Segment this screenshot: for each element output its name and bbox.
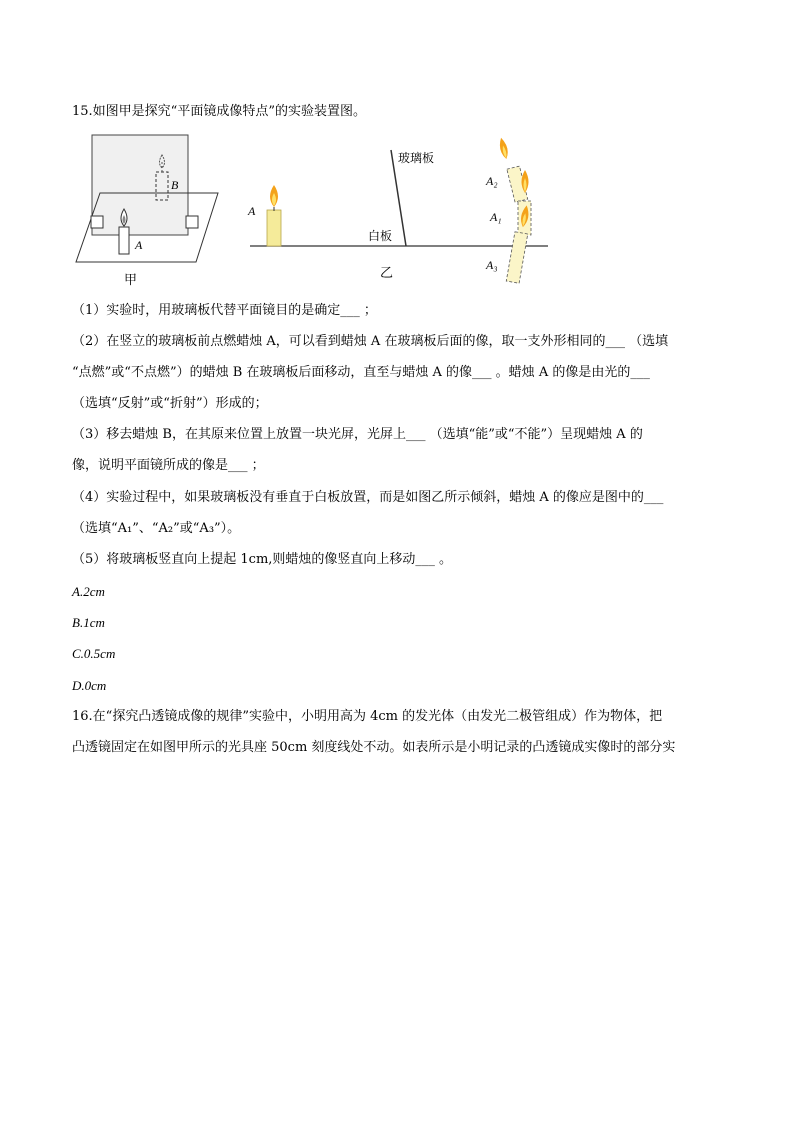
glass-label: 玻璃板 [398,151,435,165]
label-a3: A₃ [486,258,498,272]
figure-jia [76,135,218,288]
q15-line-4: （选填“反射”或“折射”）形成的； [72,396,268,411]
q15-line-9: （5）将玻璃板竖直向上提起 1cm,则蜡烛的像竖直向上移动___ 。 [72,552,453,567]
label-a1: A₁ [490,210,502,224]
q15-line-2: （2）在竖立的玻璃板前点燃蜡烛 A，可以看到蜡烛 A 在玻璃板后面的像，取一支外形相同的___ （选填 [72,334,669,349]
option-b: B.1cm [72,615,105,630]
q15-line-3: “点燃”或“不点燃”）的蜡烛 B 在玻璃板后面移动，直至与蜡烛 A 的像___ 。蜡烛 A 的像是由光的___ [72,365,650,380]
q15-line-1: （1）实验时，用玻璃板代替平面镜目的是确定___ ； [72,303,377,318]
q15-line-5: （3）移去蜡烛 B，在其原来位置上放置一块光屏，光屏上___ （选填“能”或“不能”）呈现蜡烛 A 的 [72,427,643,442]
option-a: A.2cm [72,584,105,599]
q15-line-8: （选填“A₁”、“A₂”或“A₃”）。 [72,521,241,536]
block-left [91,216,103,228]
candle-a-yi [267,185,281,246]
q15-title: 15.如图甲是探究“平面镜成像特点”的实验装置图。 [72,104,366,119]
q15-line-7: （4）实验过程中，如果玻璃板没有垂直于白板放置，而是如图乙所示倾斜，蜡烛 A 的像应是图中的___ [72,490,664,505]
caption-yi: 乙 [380,266,394,281]
label-a2: A₂ [486,174,498,188]
label-a-jia: A [135,238,143,252]
label-b: B [171,178,179,192]
q16-line-1: 16.在“探究凸透镜成像的规律”实验中，小明用高为 4cm 的发光体（由发光二极管组成）作为物体，把 [72,709,663,724]
caption-jia: 甲 [124,273,138,288]
block-right [186,216,198,228]
q16-line-2: 凸透镜固定在如图甲所示的光具座 50cm 刻度线处不动。如表所示是小明记录的凸透镜成实像时的部分实 [72,740,676,755]
candle-a-label: A [248,204,256,218]
q15-line-6: 像，说明平面镜所成的像是___ ； [72,458,265,473]
board-label: 白板 [368,229,393,243]
candle-a-jia [119,227,129,254]
image-a2 [498,135,528,203]
figure-yi [247,135,548,283]
option-c: C.0.5cm [72,646,116,661]
option-d: D.0cm [72,678,107,693]
experiment-figures [60,125,560,295]
